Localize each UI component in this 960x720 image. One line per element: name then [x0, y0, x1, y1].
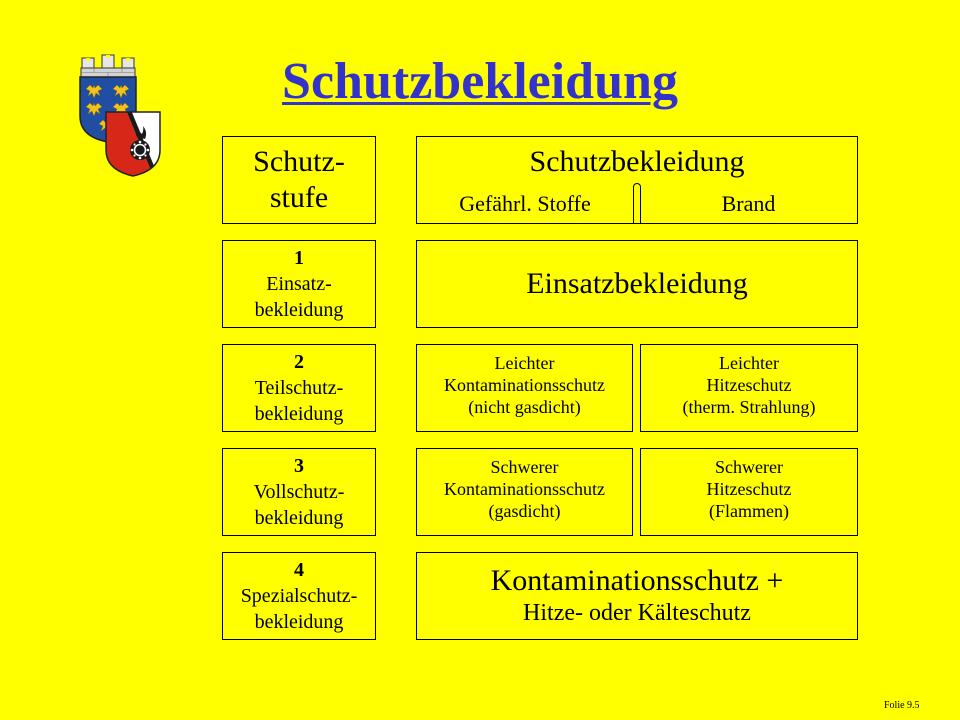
- level-name-line2: bekleidung: [254, 507, 344, 529]
- level-name-line1: Einsatz-: [266, 273, 332, 295]
- clothing-text-line: Schwerer: [715, 457, 783, 477]
- level-number: 2: [294, 351, 304, 373]
- clothing-level-3-heat: [640, 448, 858, 536]
- hazard-label-fire: Brand: [721, 191, 776, 216]
- clothing-level-1: [416, 240, 858, 328]
- level-name-line1: Teilschutz-: [254, 377, 344, 399]
- protection-level-header-line2: stufe: [269, 181, 329, 214]
- clothing-level-4: [416, 552, 858, 640]
- fire-brigade-shield-icon: [104, 110, 162, 178]
- level-name-line1: Vollschutz-: [253, 481, 345, 503]
- clothing-level-2-heat: [640, 344, 858, 432]
- level-number: 4: [294, 559, 304, 581]
- clothing-text-line: Hitzeschutz: [706, 375, 792, 395]
- clothing-level-4-line1: Kontaminationsschutz +: [490, 564, 784, 597]
- protection-level-header-line1: Schutz-: [253, 145, 345, 178]
- level-name-line2: bekleidung: [254, 403, 344, 425]
- clothing-level-2-contamination: [416, 344, 633, 432]
- slide-title: Schutzbekleidung: [282, 53, 678, 110]
- clothing-text-line: (Flammen): [709, 501, 789, 521]
- clothing-text-line: Leichter: [494, 353, 555, 373]
- clothing-level-4-line2: Hitze- oder Kälteschutz: [523, 600, 751, 626]
- level-number: 3: [294, 455, 304, 477]
- clothing-text-line: (nicht gasdicht): [468, 397, 581, 417]
- clothing-level-3-contamination: [416, 448, 633, 536]
- protection-level-column-header: [222, 136, 376, 224]
- level-name-line1: Spezialschutz-: [240, 585, 358, 607]
- clothing-text-line: (therm. Strahlung): [682, 397, 816, 417]
- protection-level-4: [222, 552, 376, 640]
- protection-level-2: [222, 344, 376, 432]
- clothing-text-line: Schwerer: [490, 457, 559, 477]
- protective-clothing-column-header: [416, 136, 858, 224]
- level-number: 1: [294, 247, 304, 269]
- clothing-text-line: Kontaminationsschutz: [444, 375, 605, 395]
- hazard-label-hazardous-substances: Gefährl. Stoffe: [459, 191, 591, 216]
- protection-level-1: [222, 240, 376, 328]
- level-name-line2: bekleidung: [254, 299, 344, 321]
- clothing-level-1-label: Einsatzbekleidung: [526, 267, 748, 300]
- clothing-text-line: Hitzeschutz: [706, 479, 792, 499]
- slide-number: Folie 9.5: [884, 700, 920, 711]
- protective-clothing-header-title: Schutzbekleidung: [529, 145, 745, 178]
- level-name-line2: bekleidung: [254, 611, 344, 633]
- protection-level-3: [222, 448, 376, 536]
- clothing-text-line: Leichter: [719, 353, 779, 373]
- clothing-text-line: Kontaminationsschutz: [444, 479, 605, 499]
- clothing-text-line: (gasdicht): [488, 501, 561, 521]
